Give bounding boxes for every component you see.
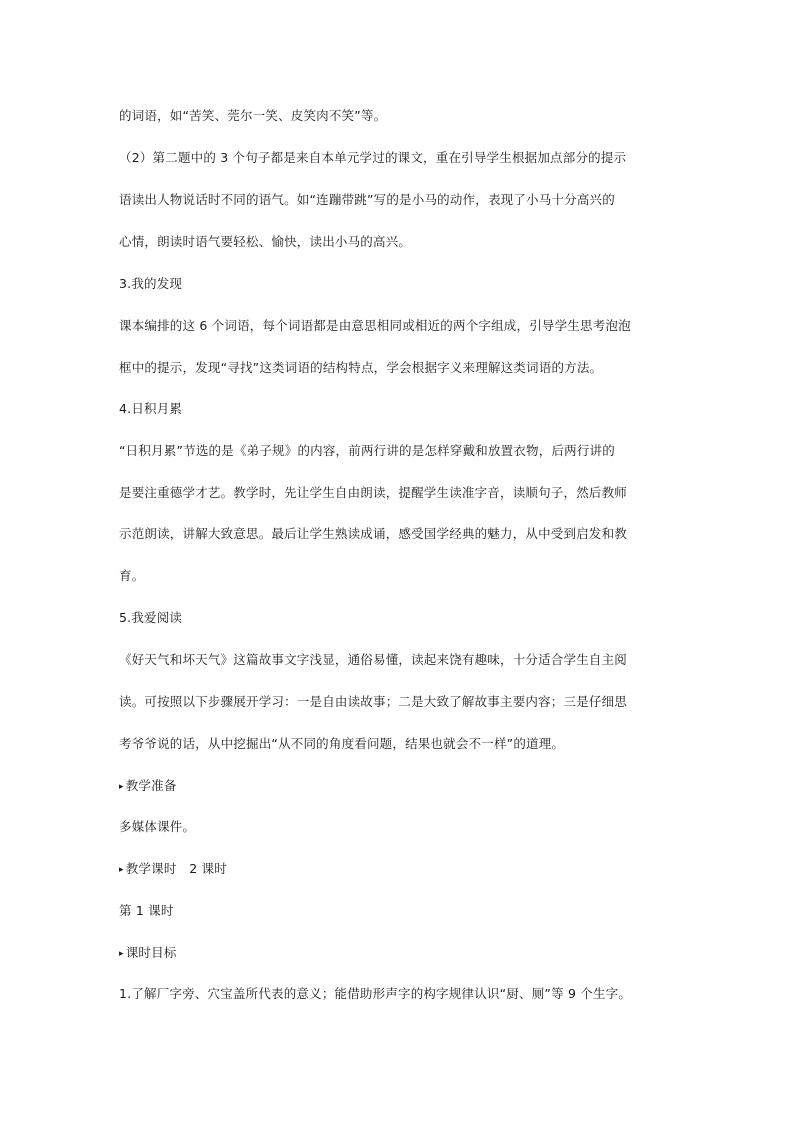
paragraph-line: 框中的提示，发现“寻找”这类词语的结构特点，学会根据字义来理解这类词语的方法。 <box>119 360 603 375</box>
paragraph-line: 示范朗读，讲解大致意思。最后让学生熟读成诵，感受国学经典的魅力，从中受到启发和教 <box>119 526 628 541</box>
paragraph-line: 读。可按照以下步骤展开学习：一是自由读故事；二是大致了解故事主要内容；三是仔细思 <box>119 694 628 709</box>
paragraph-line: （2）第二题中的 3 个句子都是来自本单元学过的课文，重在引导学生根据加点部分的提示 <box>119 150 627 165</box>
bullet-heading-class-hours <box>119 861 227 879</box>
paragraph-line: 是要注重德学才艺。教学时，先让学生自由朗读，提醒学生读准字音，读顺句子，然后教师 <box>119 485 628 500</box>
bullet-heading-lesson-goals <box>119 945 177 963</box>
triangle-bullet-icon: ▸ <box>119 949 124 959</box>
paragraph-line: 多媒体课件。 <box>119 819 196 834</box>
section-heading: 5.我爱阅读 <box>119 610 183 625</box>
bullet-heading-label: 教学课时 2 课时 <box>125 861 227 876</box>
paragraph-line: 育。 <box>119 568 145 583</box>
paragraph-line: 考爷爷说的话，从中挖掘出“从不同的角度看问题，结果也就会不一样”的道理。 <box>119 736 565 751</box>
paragraph-line: 1.了解厂字旁、穴宝盖所代表的意义；能借助形声字的构字规律认识“厨、厕”等 9 个生字。 <box>119 986 632 1001</box>
bullet-heading-teaching-prep <box>119 778 177 796</box>
paragraph-line: 语读出人物说话时不同的语气。如“连蹦带跳”写的是小马的动作，表现了小马十分高兴的 <box>119 192 615 207</box>
lesson-heading: 第 1 课时 <box>119 903 174 918</box>
paragraph-line: 课本编排的这 6 个词语，每个词语都是由意思相同或相近的两个字组成，引导学生思考泡泡 <box>119 318 631 333</box>
paragraph-line: 的词语，如“苦笑、莞尔一笑、皮笑肉不笑”等。 <box>119 108 387 123</box>
triangle-bullet-icon: ▸ <box>119 782 124 792</box>
paragraph-line: 心情，朗读时语气要轻松、愉快，读出小马的高兴。 <box>119 234 412 249</box>
paragraph-line: “日积月累”节选的是《弟子规》的内容，前两行讲的是怎样穿戴和放置衣物，后两行讲的 <box>119 443 615 458</box>
bullet-heading-label: 课时目标 <box>125 945 177 960</box>
section-heading: 3.我的发现 <box>119 276 183 291</box>
bullet-heading-label: 教学准备 <box>125 778 177 793</box>
section-heading: 4.日积月累 <box>119 401 183 416</box>
triangle-bullet-icon: ▸ <box>119 865 124 875</box>
paragraph-line: 《好天气和坏天气》这篇故事文字浅显，通俗易懂，读起来饶有趣味，十分适合学生自主阅 <box>119 652 628 667</box>
